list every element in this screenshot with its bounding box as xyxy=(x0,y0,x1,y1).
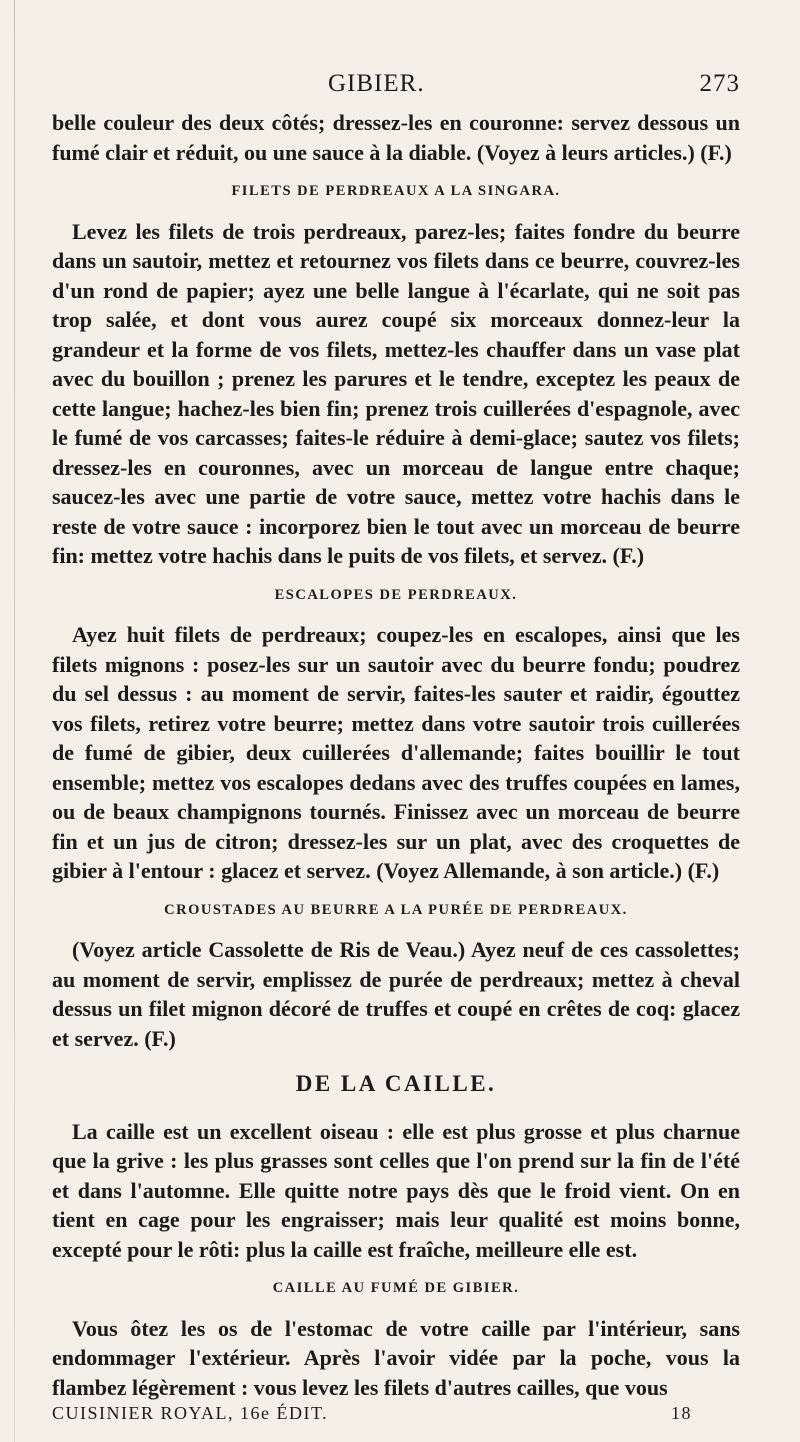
recipe-title: ESCALOPES DE PERDREAUX. xyxy=(274,586,518,603)
paragraph: Ayez huit filets de perdreaux; coupez-les en escalopes, ainsi que les filets mignons : posez-les sur un sautoir avec du beurre fondu; poudrez du sel dessus : au moment de servir, faites-les sauter et raidir, égouttez vos filets, retirez votre beurre; mettez dans votre sautoir trois cuillerées de fumé de gibier, deux cuillerées d'allemande; faites bouillir le tout ensemble; mettez vos escalopes dedans avec des truffes coupées en lames, ou de beaux champignons tournés. Finissez avec un morceau de beurre fin et un jus de citron; dressez-les sur un plat, avec des croquettes de gibier à l'entour : glacez et servez. (Voyez Allemande, à son article.) (F.) xyxy=(52,622,740,883)
recipe-title: CROUSTADES AU BEURRE A LA PURÉE DE PERDREAUX. xyxy=(164,901,628,918)
paragraph: La caille est un excellent oiseau : elle est plus grosse et plus charnue que la grive : les plus grasses sont celles que l'on prend sur la fin de l'été et dans l'automne. Elle quitte notre pays dès que le froid vient. On en tient en cage pour les engraisser; mais leur qualité est moins bonne, excepté pour le rôti: plus la caille est fraîche, meilleure elle est. xyxy=(52,1118,740,1262)
recipe-title: CAILLE AU FUMÉ DE GIBIER. xyxy=(272,1280,520,1296)
paragraph: (Voyez article Cassolette de Ris de Veau.) Ayez neuf de ces cassolettes; au moment de servir, emplissez de purée de perdreaux; mettez à cheval dessus un filet mignon décoré de truffes et coupé en crêtes de coq: glacez et servez. (F.) xyxy=(52,937,740,1051)
page-footer xyxy=(52,1402,740,1424)
paragraph: Vous ôtez les os de l'estomac de votre caille par l'intérieur, sans endommager l'extérieur. Après l'avoir vidée par la poche, vous la flambez légèrement : vous levez les filets d'autres cailles, que vous xyxy=(52,1315,740,1400)
chapter-title: DE LA CAILLE. xyxy=(295,1071,497,1096)
page-body xyxy=(52,108,740,1402)
page-number: 273 xyxy=(699,70,740,97)
paragraph: belle couleur des deux côtés; dressez-les en couronne: servez dessous un fumé clair et réduit, ou une sauce à la diable. (Voyez à leurs articles.) (F.) xyxy=(52,110,740,165)
paragraph: Levez les filets de trois perdreaux, parez-les; faites fondre du beurre dans un sautoir, mettez et retournez vos filets dans ce beurre, couvrez-les d'un rond de papier; ayez une belle langue à l'écarlate, qui ne soit pas trop salée, et dont vous aurez coupé six morceaux donnez-leur la grandeur et la forme de vos filets, mettez-les chauffer dans un vase plat avec du bouillon ; prenez les parures et le tendre, exceptez les peaux de cette langue; hachez-les bien fin; prenez trois cuillerées d'espagnole, avec le fumé de vos carcasses; faites-le réduire à demi-glace; sautez vos filets; dressez-les en couronnes, avec un morceau de langue entre chaque; saucez-les avec une partie de votre sauce, mettez votre hachis dans le reste de votre sauce : incorporez bien le tout avec un morceau de beurre fin: mettez votre hachis dans le puits de vos filets, et servez. (F.) xyxy=(52,218,740,568)
running-head xyxy=(52,70,740,98)
signature-mark: CUISINIER ROYAL, 16e ÉDIT. xyxy=(52,1403,329,1423)
sheet-number: 18 xyxy=(671,1403,692,1423)
page-edge xyxy=(14,0,15,1442)
recipe-title: FILETS DE PERDREAUX A LA SINGARA. xyxy=(231,183,561,199)
running-head-title: GIBIER. xyxy=(328,70,425,97)
